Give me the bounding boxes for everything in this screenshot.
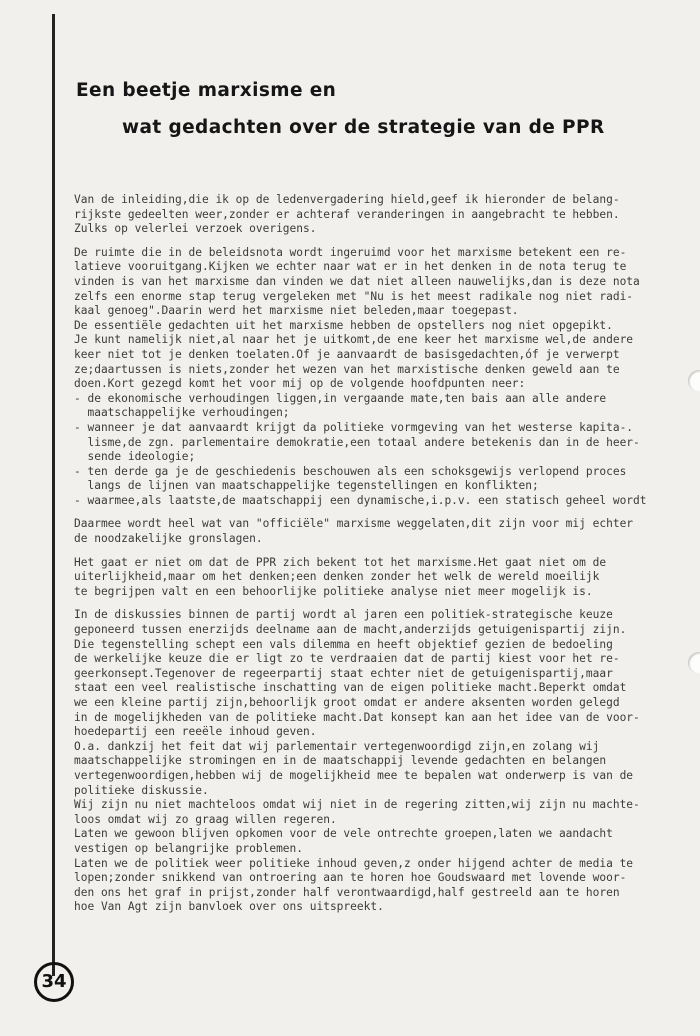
list-item: - ten derde ga je de geschiedenis beschouwen als een schoksgewijs verlopend proces langs de lijnen van maatschappelijke tegenstellingen en konflikten; — [74, 464, 627, 493]
text-line: Het gaat er niet om dat de PPR zich bekent tot het marxisme.Het gaat niet om de — [74, 555, 607, 569]
article-title-line-1: Een beetje marxisme en — [76, 80, 337, 101]
text-line: te begrijpen valt en een behoorlijke politieke analyse niet meer mogelijk is. — [74, 584, 593, 598]
text-line: Zulks op velerlei verzoek overigens. — [74, 222, 317, 236]
paragraph-5 — [74, 608, 696, 914]
text-line: Daarmee wordt heel wat van "officiële" marxisme weggelaten,dit zijn voor mij echter — [74, 517, 634, 531]
text-line: latieve vooruitgang.Kijken we echter naar wat er in het denken in de nota terug te — [74, 260, 627, 274]
text-line: O.a. dankzij het feit dat wij parlementair vertegenwoordigd zijn,en zolang wij — [74, 739, 600, 753]
text-line: zelfs een enorme stap terug vergeleken met "Nu is het meest radikale nog niet radi- — [74, 289, 634, 303]
article-title-line-2: wat gedachten over de strategie van de PPR — [122, 117, 605, 138]
list-item: - wanneer je dat aanvaardt krijgt da politieke vormgeving van het westerse kapita-. lisme,de zgn. parlementaire demokratie,een totaal andere betekenis dan in de heer- sende ideologie; — [74, 420, 640, 464]
paragraph-1 — [74, 193, 696, 237]
text-line: hoe Van Agt zijn banvloek over ons uitspreekt. — [74, 900, 384, 914]
text-line: de noodzakelijke gronslagen. — [74, 532, 263, 546]
text-line: kaal genoeg".Daarin werd het marxisme niet beleden,maar toegepast. — [74, 304, 519, 318]
paragraph-3 — [74, 517, 696, 546]
text-line: In de diskussies binnen de partij wordt al jaren een politiek-strategische keuze — [74, 608, 613, 622]
text-line: staat een veel realistische inschatting van de eigen politieke macht.Beperkt omdat — [74, 681, 627, 695]
paragraph-4 — [74, 556, 696, 600]
margin-rule — [52, 14, 55, 976]
text-line: we een kleine partij zijn,behoorlijk groot omdat er andere aksenten worden gelegd — [74, 696, 620, 709]
text-line: Laten we gewoon blijven opkomen voor de vele ontrechte groepen,laten we aandacht — [74, 827, 613, 841]
text-line: den ons het graf in prijst,zonder half verontwaardigd,half gestreeld aan te horen — [74, 885, 620, 899]
list-item: - de ekonomische verhoudingen liggen,in vergaande mate,ten bais aan alle andere maatschappelijke verhoudingen; — [74, 391, 607, 420]
text-line: doen.Kort gezegd komt het voor mij op de volgende hoofdpunten neer: — [74, 377, 526, 391]
text-line: ze;daartussen is niets,zonder het wezen van het marxistische denken geweld aan te — [74, 362, 620, 376]
text-line: Laten we de politiek weer politieke inhoud geven,z onder hijgend achter de media te — [74, 856, 634, 870]
text-line: lopen;zonder snikkend van ontroering aan te horen hoe Goudswaard met lovende woor- — [74, 871, 627, 885]
text-line: hoedepartij een reeële inhoud geven. — [74, 725, 317, 739]
page-number: 34 — [34, 962, 74, 1002]
text-line: de werkelijke keuze die er ligt zo te verdraaien dat de partij kiest voor het re- — [74, 652, 620, 666]
text-line: vertegenwoordigen,hebben wij de mogelijkheid mee te bepalen wat onderwerp is van de — [74, 768, 634, 782]
text-line: Van de inleiding,die ik op de ledenvergadering hield,geef ik hieronder de belang- — [74, 193, 620, 206]
text-line: geponeerd tussen enerzijds deelname aan de macht,anderzijds getuigenispartij zijn. — [74, 623, 627, 637]
article-body — [74, 193, 696, 924]
text-line: politieke diskussie. — [74, 783, 209, 797]
text-line: maatschappelijke stromingen en in de maatschappij levende gedachten en belangen — [74, 754, 607, 768]
text-line: uiterlijkheid,maar om het denken;een denken zonder het welk de wereld moeilijk — [74, 570, 600, 584]
paragraph-2 — [74, 246, 696, 509]
text-line: vinden is van het marxisme dan vinden we dat niet alleen nauwelijks,dan is deze nota — [74, 274, 640, 288]
list-item: - waarmee,als laatste,de maatschappij een dynamische,i.p.v. een statisch geheel wordt — [74, 493, 647, 507]
text-line: De essentiële gedachten uit het marxisme hebben de opstellers nog niet opgepikt. — [74, 318, 613, 332]
text-line: keer niet tot je denken toelaten.Of je aanvaardt de basisgedachten,óf je verwerpt — [74, 347, 620, 361]
text-line: geerkonsept.Tegenover de regeerpartij staat echter niet de getuigenispartij,maar — [74, 666, 613, 680]
text-line: vestigen op belangrijke problemen. — [74, 841, 304, 855]
text-line: Die tegenstelling schept een vals dilemma en heeft objektief gezien de bedoeling — [74, 637, 613, 651]
text-line: Wij zijn nu niet machteloos omdat wij niet in de regering zitten,wij zijn nu machte- — [74, 798, 640, 812]
text-line: in de mogelijkheden van de politieke macht.Dat konsept kan aan het idee van de voor- — [74, 710, 640, 724]
text-line: Je kunt namelijk niet,al naar het je uitkomt,de ene keer het marxisme wel,de andere — [74, 333, 634, 347]
text-line: rijkste gedeelten weer,zonder er achteraf veranderingen in aangebracht te hebben. — [74, 207, 620, 221]
text-line: loos omdat wij zo graag willen regeren. — [74, 812, 337, 826]
text-line: De ruimte die in de beleidsnota wordt ingeruimd voor het marxisme betekent een re- — [74, 245, 627, 259]
